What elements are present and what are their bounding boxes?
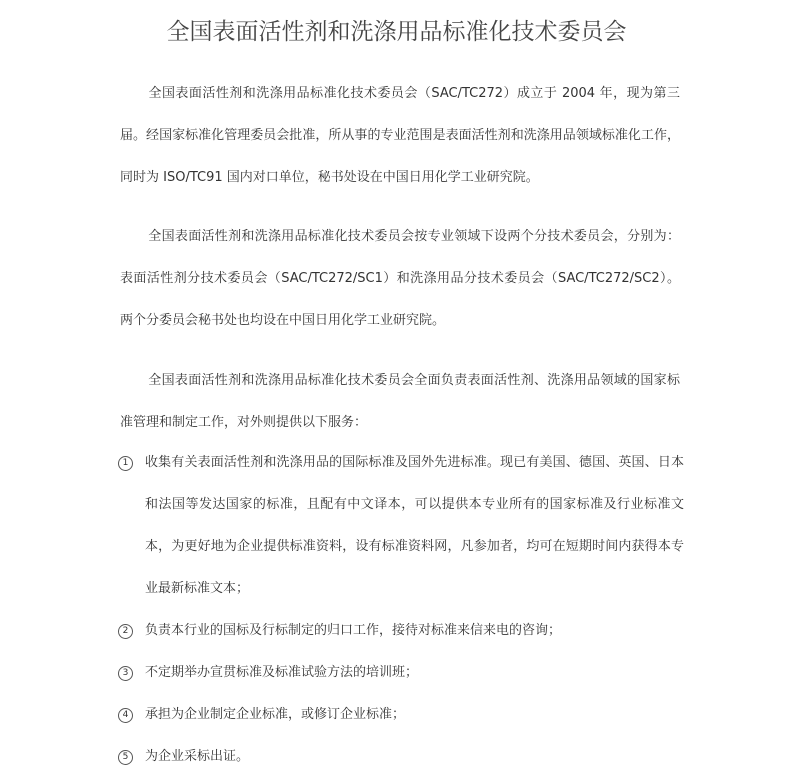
subcommittees-paragraph-text: 全国表面活性剂和洗涤用品标准化技术委员会按专业领域下设两个分技术委员会，分别为：表面活性剂分技术委员会（SAC/TC272/SC1）和洗涤用品分技术委员会（SAC/TC272/SC2）。两个分委员会秘书处也均设在中国日用化学工业研究院。 [120,229,680,328]
circled-number-icon: 2 [118,624,133,639]
services-intro-paragraph [120,360,680,444]
services-intro-paragraph-text: 全国表面活性剂和洗涤用品标准化技术委员会全面负责表面活性剂、洗涤用品领域的国家标准管理和制定工作，对外则提供以下服务： [120,373,680,430]
circled-number-icon: 3 [118,666,133,681]
service-item-text: 不定期举办宣贯标准及标准试验方法的培训班； [145,665,419,680]
service-item [118,610,684,652]
service-item-text: 承担为企业制定企业标准，或修订企业标准； [145,707,406,722]
service-item-text: 为企业采标出证。 [145,749,250,764]
service-item-text: 收集有关表面活性剂和洗涤用品的国际标准及国外先进标准。现已有美国、德国、英国、日本和法国等发达国家的标准，且配有中文译本，可以提供本专业所有的国家标准及行业标准文本，为更好地为企业提供标准资料，设有标准资料网，凡参加者，均可在短期时间内获得本专业最新标准文本； [145,455,684,596]
circled-number-icon: 1 [118,456,133,471]
intro-paragraph [120,73,680,199]
service-item [118,442,684,610]
intro-paragraph-text: 全国表面活性剂和洗涤用品标准化技术委员会（SAC/TC272）成立于 2004 年，现为第三届。经国家标准化管理委员会批准，所从事的专业范围是表面活性剂和洗涤用品领域标准化工作，同时为 ISO/TC91 国内对口单位，秘书处设在中国日用化学工业研究院。 [120,86,680,185]
circled-number-icon: 4 [118,708,133,723]
subcommittees-paragraph [120,216,680,342]
service-item-text: 负责本行业的国标及行标制定的归口工作，接待对标准来信来电的咨询； [145,623,562,638]
circled-number-icon: 5 [118,750,133,765]
service-item [118,652,684,694]
services-list [118,442,684,778]
page-title: 全国表面活性剂和洗涤用品标准化技术委员会 [166,19,627,45]
service-item [118,694,684,736]
service-item [118,736,684,778]
